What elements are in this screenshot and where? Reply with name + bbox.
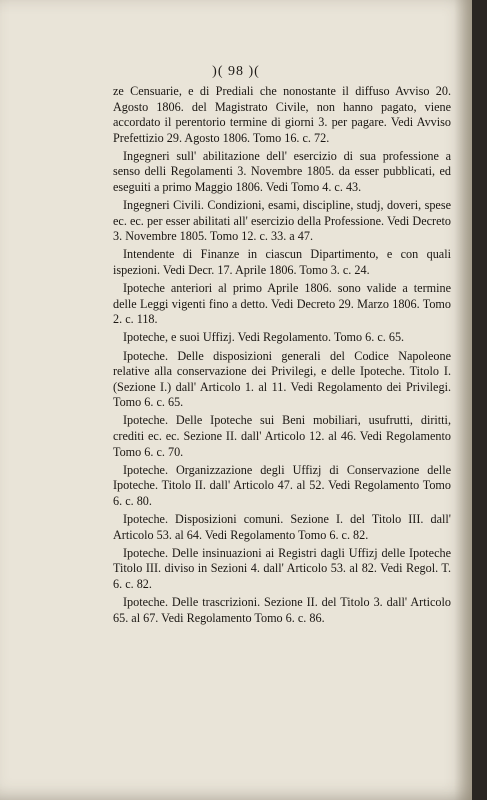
index-entry: Ipoteche. Organizzazione degli Uffizj di Conservazione delle Ipoteche. Titolo II. dall' Articolo 47. al 52. Vedi Regolamento Tomo 6. c. 80.: [113, 462, 451, 508]
index-entry: Ipoteche. Disposizioni comuni. Sezione I. del Titolo III. dall' Articolo 53. al 64. Vedi Regolamento Tomo 6. c. 82.: [113, 511, 451, 542]
page-number: )( 98 )(: [212, 64, 260, 79]
index-entry: Ipoteche. Delle insinuazioni ai Registri dagli Uffizj delle Ipoteche Titolo III. diviso in Sezioni 4. dall' Articolo 53. al 82. Vedi Regol. T. 6. c. 82.: [113, 545, 451, 591]
index-entry: Ipoteche. Delle Ipoteche sui Beni mobiliari, usufrutti, diritti, crediti ec. ec. Sezione II. dall' Articolo 12. al 46. Vedi Regolamento Tomo 6. c. 70.: [113, 413, 451, 459]
index-entry: Intendente di Finanze in ciascun Dipartimento, e con quali ispezioni. Vedi Decr. 17. Aprile 1806. Tomo 3. c. 24.: [113, 247, 451, 278]
index-entry: Ipoteche. Delle trascrizioni. Sezione II. del Titolo 3. dall' Articolo 65. al 67. Vedi Regolamento Tomo 6. c. 86.: [113, 594, 451, 625]
index-entry: ze Censuarie, e di Prediali che nonostante il diffuso Avviso 20. Agosto 1806. del Magistrato Civile, non hanno pagato, viene accordato il perentorio termine di giorni 3. per pagare. Vedi Avviso Prefettizio 29. Agosto 1806. Tomo 16. c. 72.: [113, 84, 451, 145]
index-text-block: [113, 84, 451, 629]
index-entry: Ipoteche. Delle disposizioni generali del Codice Napoleone relative alla conservazione dei Privilegi, e delle Ipoteche. Titolo I. (Sezione I.) dall' Articolo 1. al 11. Vedi Regolamento dei Privilegi. Tomo 6. c. 65.: [113, 348, 451, 410]
index-entry: Ingegneri Civili. Condizioni, esami, discipline, studj, doveri, spese ec. ec. per esser abilitati all' esercizio della Professione. Vedi Decreto 3. Novembre 1805. Tomo 12. c. 33. a 47.: [113, 198, 451, 244]
index-entry: Ipoteche, e suoi Uffizj. Vedi Regolamento. Tomo 6. c. 65.: [123, 330, 405, 345]
index-entry: Ipoteche anteriori al primo Aprile 1806. sono valide a termine delle Leggi vigenti fino a detto. Vedi Decreto 29. Marzo 1806. Tomo 2. c. 118.: [113, 281, 451, 327]
index-entry: Ingegneri sull' abilitazione dell' esercizio di sua professione a senso delli Regolamenti 3. Novembre 1805. da esser pubblicati, ed eseguiti a primo Maggio 1806. Vedi Tomo 4. c. 43.: [113, 148, 451, 195]
